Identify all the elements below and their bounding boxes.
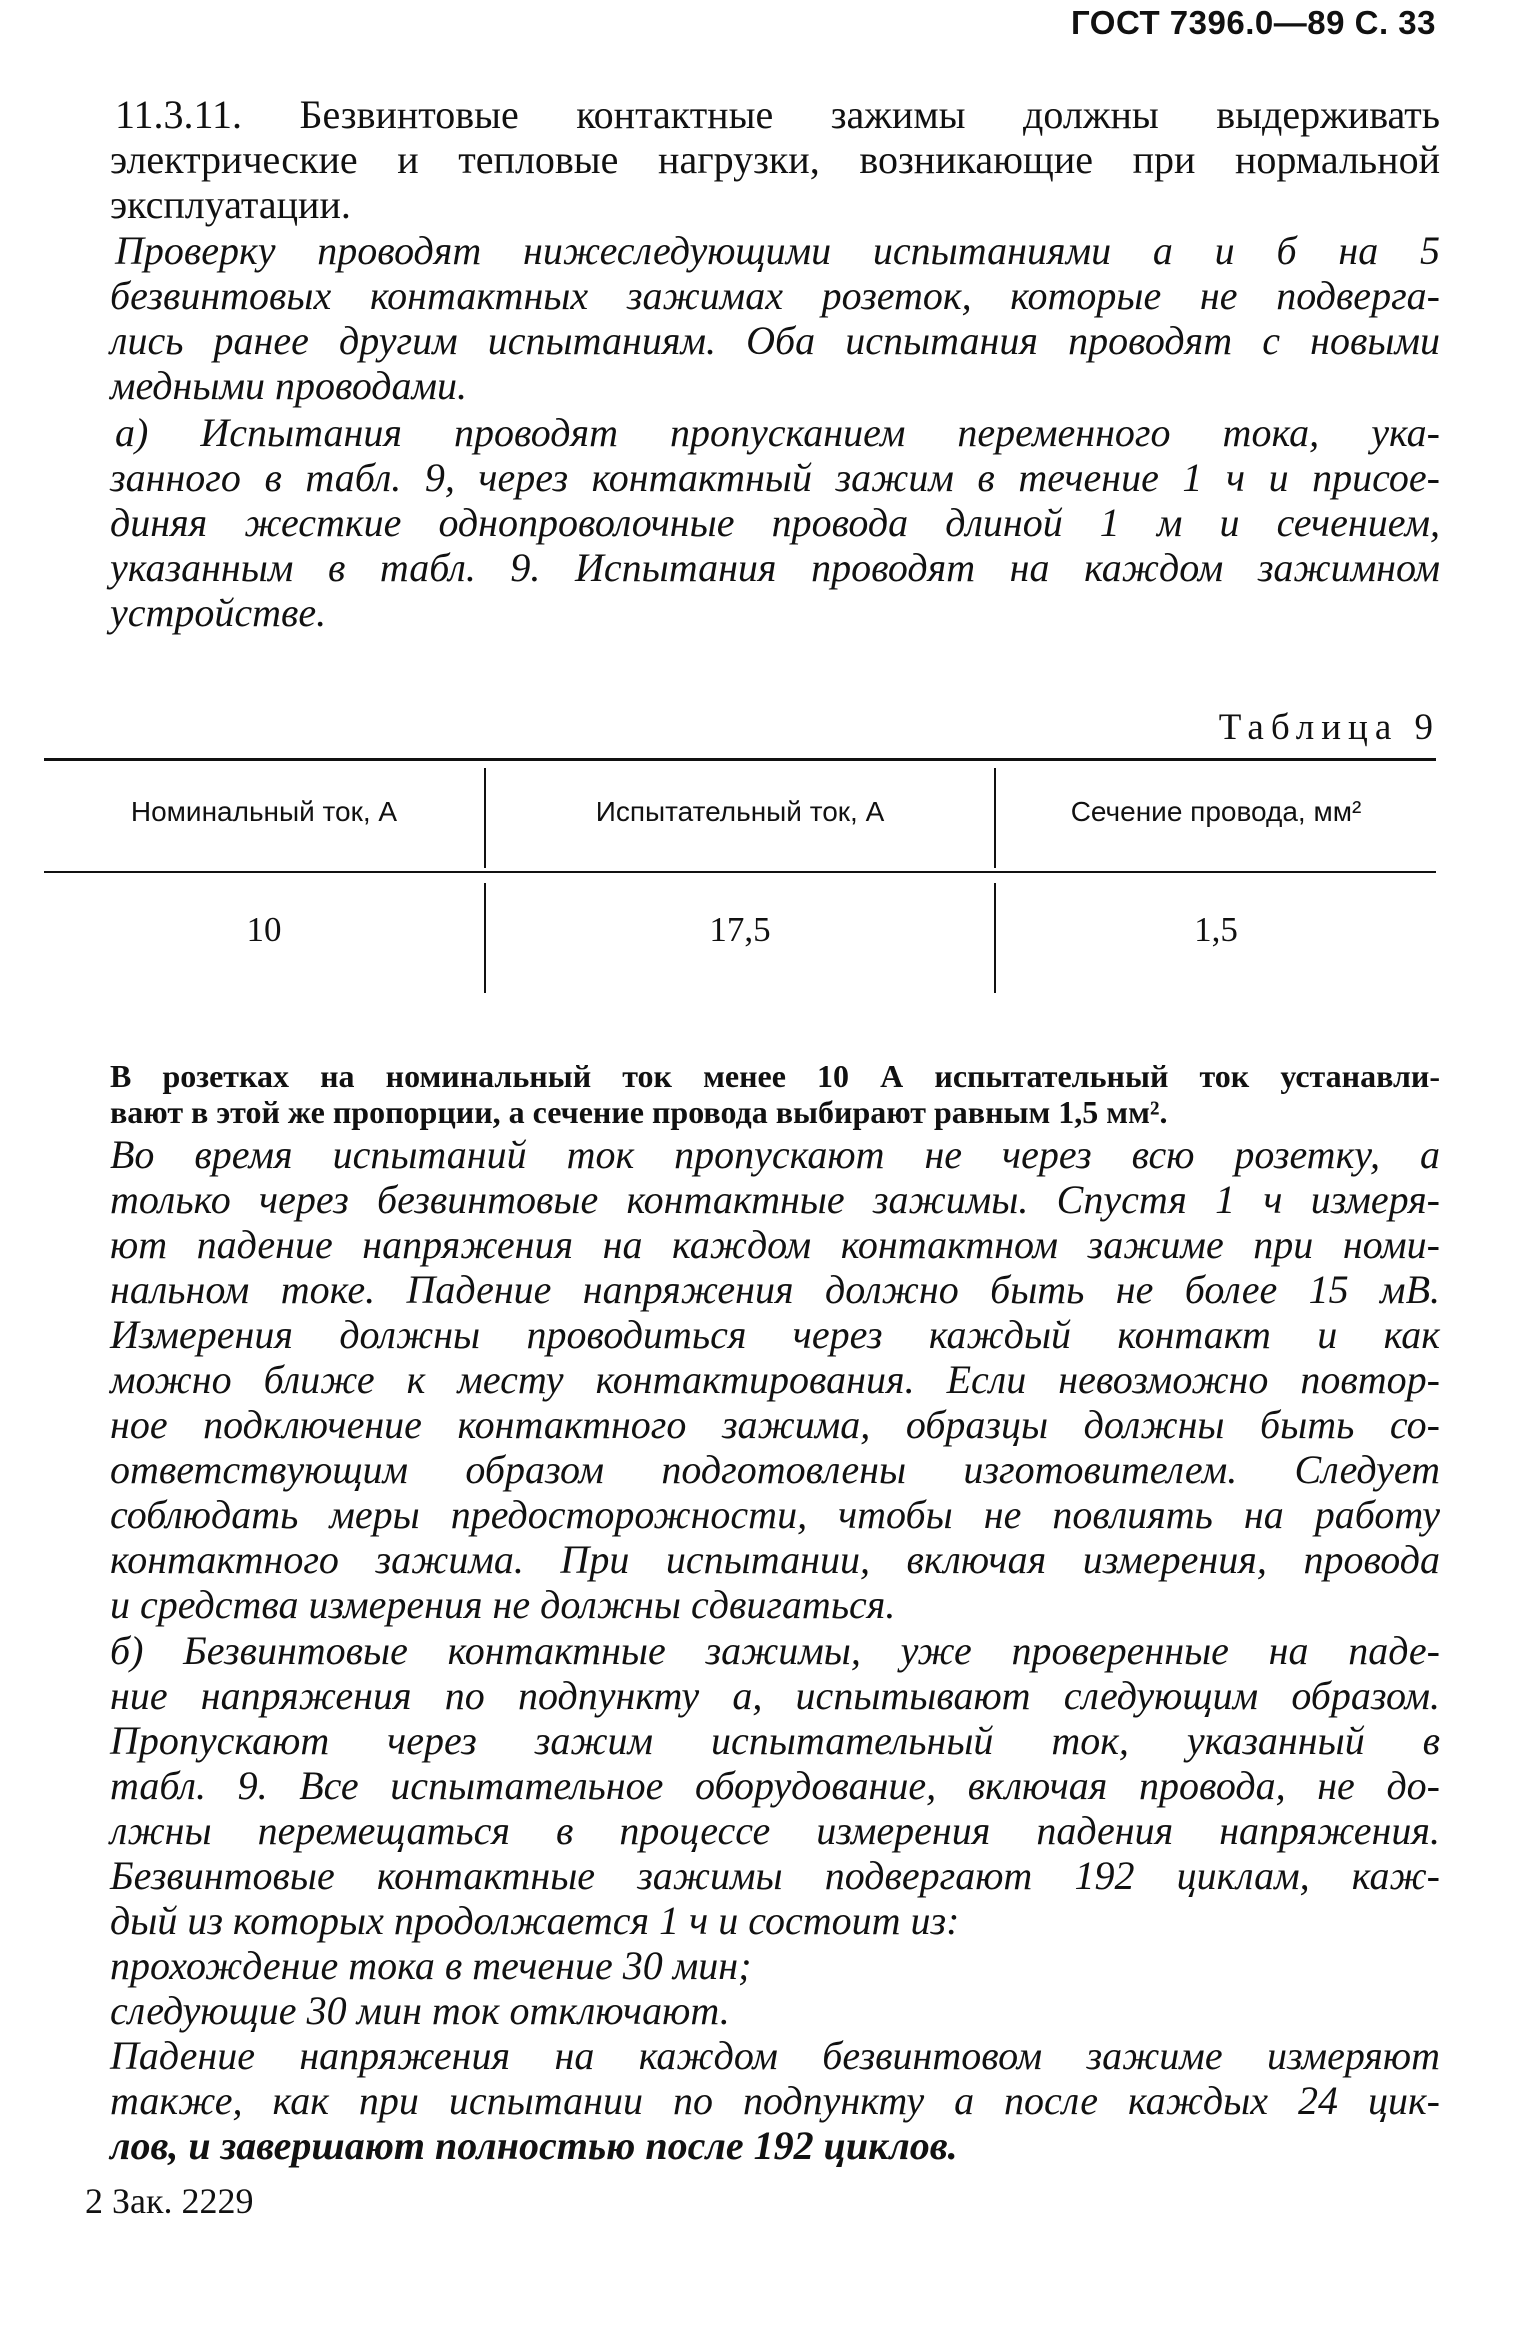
text-line: диняя жесткие однопроволочные провода длиной 1 м и сечением, [110, 500, 1440, 545]
text-line: и средства измерения не должны сдвигаться. [110, 1582, 896, 1627]
text-line: указанным в табл. 9. Испытания проводят на каждом зажимном [110, 545, 1440, 590]
text-line: лов, и завершают полностью после 192 циклов. [110, 2123, 958, 2168]
clause-paragraph [110, 92, 1440, 227]
text-line: 11.3.11. Безвинтовые контактные зажимы должны выдерживать [115, 92, 1440, 137]
pass-current-paragraph [110, 1718, 1440, 1853]
text-line: б) Безвинтовые контактные зажимы, уже проверенные на паде- [110, 1628, 1440, 1673]
cycle-steps [110, 1943, 1440, 2033]
table-top-rule [44, 758, 1436, 761]
list-item: следующие 30 мин ток отключают. [110, 1988, 730, 2033]
text-line: Безвинтовые контактные зажимы подвергают 192 циклам, каж- [110, 1853, 1440, 1898]
text-line: дый из которых продолжается 1 ч и состоит из: [110, 1898, 960, 1943]
text-line: Падение напряжения на каждом безвинтовом зажиме измеряют [110, 2033, 1440, 2078]
text-line: устройстве. [110, 590, 327, 635]
table-9 [44, 758, 1436, 993]
text-line: эксплуатации. [110, 182, 351, 227]
text-line: табл. 9. Все испытательное оборудование, включая провода, не до- [110, 1763, 1440, 1808]
table-cell: 17,5 [709, 910, 771, 949]
text-line: также, как при испытании по подпункту а после каждых 24 цик- [110, 2078, 1440, 2123]
item-a-paragraph [110, 410, 1440, 635]
text-line: Проверку проводят нижеследующими испытаниями а и б на 5 [115, 228, 1440, 273]
text-line: электрические и тепловые нагрузки, возникающие при нормальной [110, 137, 1440, 182]
check-paragraph [110, 228, 1440, 408]
table-header-rule [44, 871, 1436, 873]
table-note [110, 1058, 1440, 1130]
text-line: безвинтовых контактных зажимах розеток, которые не подверга- [110, 273, 1440, 318]
text-line: а) Испытания проводят пропусканием переменного тока, ука- [115, 410, 1440, 455]
item-b-paragraph [110, 1628, 1440, 1718]
order-number: 2 Зак. 2229 [85, 2181, 254, 2221]
page-header: ГОСТ 7396.0—89 С. 33 [1071, 4, 1436, 41]
text-line: лжны перемещаться в процессе измерения падения напряжения. [110, 1808, 1440, 1853]
table-header-cell: Номинальный ток, А [130, 796, 398, 827]
text-line: соблюдать меры предосторожности, чтобы не повлиять на работу [110, 1492, 1440, 1537]
measurements-paragraph [110, 1312, 1440, 1627]
text-line: ответствующим образом подготовлены изготовителем. Следует [110, 1447, 1440, 1492]
text-line: ние напряжения по подпункту а, испытывают следующим образом. [110, 1673, 1440, 1718]
table-cell: 10 [246, 910, 282, 949]
text-line: можно ближе к месту контактирования. Если невозможно повтор- [110, 1357, 1440, 1402]
text-line: ное подключение контактного зажима, образцы должны быть со- [110, 1402, 1440, 1447]
text-line: Пропускают через зажим испытательный ток, указанный в [110, 1718, 1440, 1763]
text-line: Во время испытаний ток пропускают не через всю розетку, а [110, 1132, 1440, 1177]
list-item: прохождение тока в течение 30 мин; [110, 1943, 752, 1988]
table-header-cell: Испытательный ток, А [595, 796, 885, 827]
cycles-paragraph [110, 1853, 1440, 1943]
text-line: занного в табл. 9, через контактный зажим в течение 1 ч и присое- [110, 455, 1440, 500]
text-line: В розетках на номинальный ток менее 10 А испытательный ток устанавли- [110, 1058, 1440, 1094]
during-test-paragraph [110, 1132, 1440, 1312]
text-line: нальном токе. Падение напряжения должно быть не более 15 мВ. [110, 1267, 1440, 1312]
table-header-cell: Сечение провода, мм² [1070, 796, 1362, 827]
text-line: вают в этой же пропорции, а сечение провода выбирают равным 1,5 мм². [110, 1094, 1168, 1130]
text-line: контактного зажима. При испытании, включая измерения, провода [110, 1537, 1440, 1582]
text-line: Измерения должны проводиться через каждый контакт и как [110, 1312, 1440, 1357]
table-cell: 1,5 [1194, 910, 1238, 949]
final-paragraph [110, 2033, 1440, 2168]
text-line: медными проводами. [110, 363, 468, 408]
text-line: лись ранее другим испытаниям. Оба испытания проводят с новыми [110, 318, 1440, 363]
text-line: только через безвинтовые контактные зажимы. Спустя 1 ч измеря- [110, 1177, 1440, 1222]
table-caption: Таблица 9 [1218, 707, 1440, 748]
text-line: ют падение напряжения на каждом контактном зажиме при номи- [110, 1222, 1440, 1267]
